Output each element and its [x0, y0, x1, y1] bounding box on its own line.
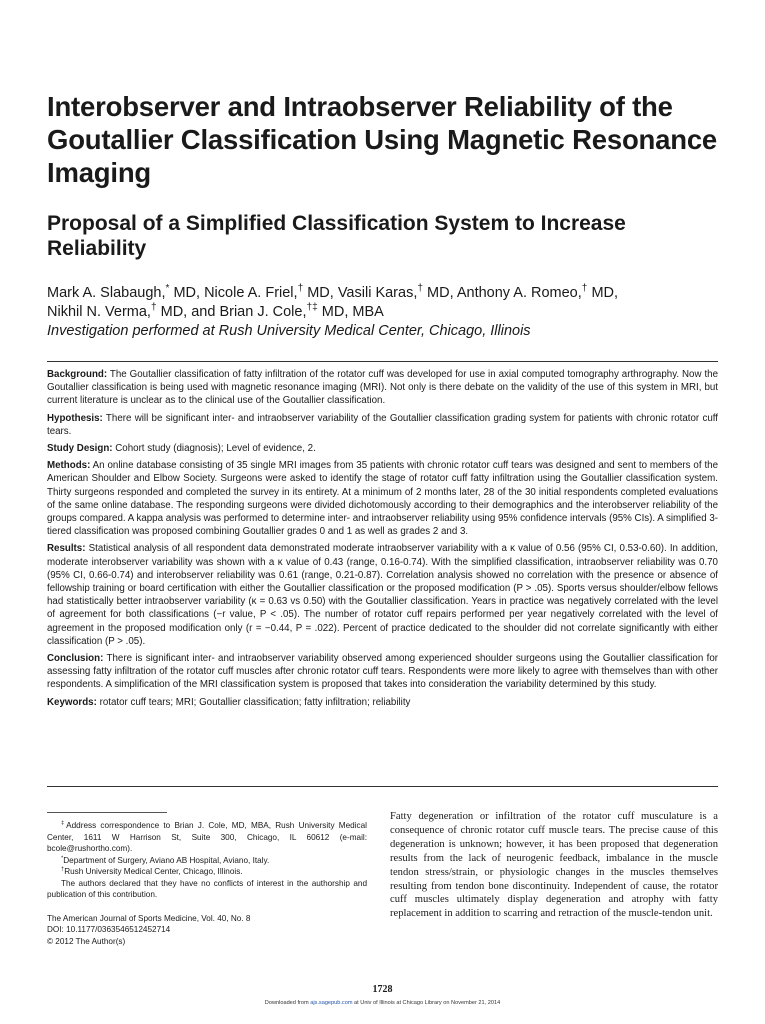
abstract-top-rule [47, 361, 718, 362]
footnote-rule [47, 812, 167, 813]
article-subtitle: Proposal of a Simplified Classification System to Increase Reliability [47, 212, 626, 260]
author-name: MD, [587, 285, 619, 301]
section-text: Cohort study (diagnosis); Level of evidence, 2. [112, 443, 316, 455]
abstract-hypothesis [47, 412, 718, 438]
footnote-affiliation-2 [47, 866, 367, 878]
section-heading: Conclusion: [47, 653, 104, 665]
section-heading: Background: [47, 369, 108, 380]
author-name: MD, Nicole A. Friel, [169, 285, 298, 301]
author-list [47, 284, 737, 322]
journal-citation: The American Journal of Sports Medicine, Vol. 40, No. 8 [47, 913, 251, 923]
footnote-correspondence [47, 820, 367, 855]
abstract-methods [47, 459, 718, 538]
footnote-text: Department of Surgery, Aviano AB Hospital, Aviano, Italy. [63, 855, 270, 865]
author-name: MD, and Brian J. Cole, [156, 304, 307, 320]
download-text: at Univ of Illinois at Chicago Library on November 21, 2014 [352, 1000, 501, 1006]
section-text: The Goutallier classification of fatty infiltration of the rotator cuff was developed for use in axial computed tomography arthrography. Now the Goutallier classification is being used with magnetic resonance imaging (MRI). Not only is there debate on the validity of the use of this system in MRI, but current literature is unclear as to the clinical use of the Goutallier classification. [47, 369, 718, 407]
abstract-keywords [47, 696, 718, 709]
section-heading: Methods: [47, 460, 91, 472]
footnote-mark: † [61, 866, 65, 873]
footnote-text: Address correspondence to Brian J. Cole, MD, MBA, Rush University Medical Center, 1611 W Harrison St, Suite 300, Chicago, IL 60612 (e-mail: bcole@rushortho.com). [47, 821, 367, 853]
abstract-conclusion [47, 652, 718, 692]
author-name: Nikhil N. Verma, [47, 304, 151, 320]
section-heading: Results: [47, 543, 86, 555]
section-heading: Study Design: [47, 443, 113, 455]
section-text: Statistical analysis of all respondent data demonstrated moderate intraobserver variability with a κ value of 0.56 (95% CI, 0.53-0.60). In addition, moderate interobserver variability was shown with a κ value of 0.43 (range, 0.16-0.74). With the simplified classification, intraobserver reliability was 0.70 (95% CI, 0.66-0.74) and interobserver reliability was 0.61 (range, 0.21-0.87). Correlation analysis showed no correlation with the presence or absence of fellowship training or board certification with either the Goutallier classification or the proposed modification (P > .05). Sports versus shoulder/elbow fellows had statistically better intraobserver variability (κ = 0.63 vs 0.50) with the Goutallier classification. Years in practice was negatively correlated with the level of agreement for both classifications (−r value, P < .05). The number of rotator cuff repairs performed per year negatively correlated with the level of agreement in the proposed modification only (r = −0.44, P = .022). Percent of practice dedicated to the shoulder did not correlate significantly with either classification (P > .05). [47, 543, 718, 647]
journal-doi: DOI: 10.1177/0363546512452714 [47, 925, 171, 934]
footnote-mark: ‡ [61, 820, 67, 827]
footnote-affiliation-1 [47, 855, 367, 867]
abstract [47, 368, 718, 713]
abstract-study-design [47, 442, 718, 455]
affiliation-mark: * [165, 283, 170, 295]
affiliation-mark: † [150, 302, 157, 314]
affiliation-mark: †‡ [306, 302, 318, 314]
section-text: An online database consisting of 35 single MRI images from 35 patients with chronic rotator cuff tears was designed and sent to members of the American Shoulder and Elbow Society. Surgeons were asked to identify the stage of rotator cuff fatty infiltration using the Goutallier classification system. Thirty surgeons responded and completed the survey in its entirety. At a minimum of 2 months later, 28 of the 30 initial respondents completed evaluations of the same online database. The responding surgeons were divided dichotomously according to their demographics and the interobserver reliability of the groups compared. A kappa analysis was performed to determine inter- and intraobserver reliability using 95% confidence intervals (95% CIs). A simplified 3-tiered classification was proposed combining Goutallier grades 0 and 1 as well as grades 2 and 3. [47, 460, 718, 538]
body-paragraph: Fatty degeneration or infiltration of the rotator cuff musculature is a consequence of chronic rotator cuff muscle tears. The precise cause of this degeneration is unknown; however, it has been proposed that degeneration results from the lack of neurogenic feedback, imbalance in the muscle tendon stress/strain, or physiologic changes in the muscles themselves resulting from tendon bone discontinuity. Independent of cause, the rotator cuff muscles ultimately display degeneration and atrophy with fatty replacement in addition to scarring and retraction of the muscle-tendon unit. [390, 811, 718, 920]
abstract-background [47, 368, 718, 408]
institution-line: Investigation performed at Rush University Medical Center, Chicago, Illinois [47, 323, 531, 339]
author-name: MD, Vasili Karas, [303, 285, 418, 301]
journal-info [47, 913, 367, 948]
section-heading: Keywords: [47, 696, 97, 708]
affiliation-mark: † [297, 283, 304, 295]
download-text: Downloaded from [264, 1000, 311, 1006]
footnote-conflicts: The authors declared that they have no conflicts of interest in the authorship and publication of this contribution. [47, 878, 367, 899]
section-heading: Hypothesis: [47, 412, 103, 424]
section-text: There will be significant inter- and intraobserver variability of the Goutallier classification grading system for patients with chronic rotator cuff tears. [47, 412, 718, 437]
section-text: There is significant inter- and intraobserver variability observed among experienced shoulder surgeons using the Goutallier classification for assessing fatty infiltration of the rotator cuff muscles after chronic rotator cuff tears. Respondents were more likely to agree with themselves than with other respondents. A simplification of the MRI classification system is proposed that takes into consideration the variability determined by this study. [47, 653, 718, 691]
author-name: MD, MBA [317, 304, 384, 320]
article-title: Interobserver and Intraobserver Reliability of the Goutallier Classification Using Magnetic Resonance Imaging [47, 91, 718, 188]
journal-copyright: © 2012 The Author(s) [47, 936, 126, 946]
abstract-bottom-rule [47, 786, 718, 787]
affiliation-mark: † [417, 283, 423, 295]
footnote-text: Rush University Medical Center, Chicago, Illinois. [64, 867, 243, 876]
footnotes [47, 820, 367, 947]
author-name: Mark A. Slabaugh, [47, 285, 166, 301]
abstract-results [47, 542, 718, 648]
page-number: 1728 [372, 984, 393, 995]
affiliation-mark: † [581, 283, 588, 295]
footnote-mark: * [61, 854, 64, 861]
download-notice [0, 1000, 765, 1006]
author-name: MD, Anthony A. Romeo, [423, 285, 582, 301]
section-text: rotator cuff tears; MRI; Goutallier classification; fatty infiltration; reliability [96, 696, 411, 708]
download-link[interactable]: ajs.sagepub.com [310, 1000, 353, 1006]
